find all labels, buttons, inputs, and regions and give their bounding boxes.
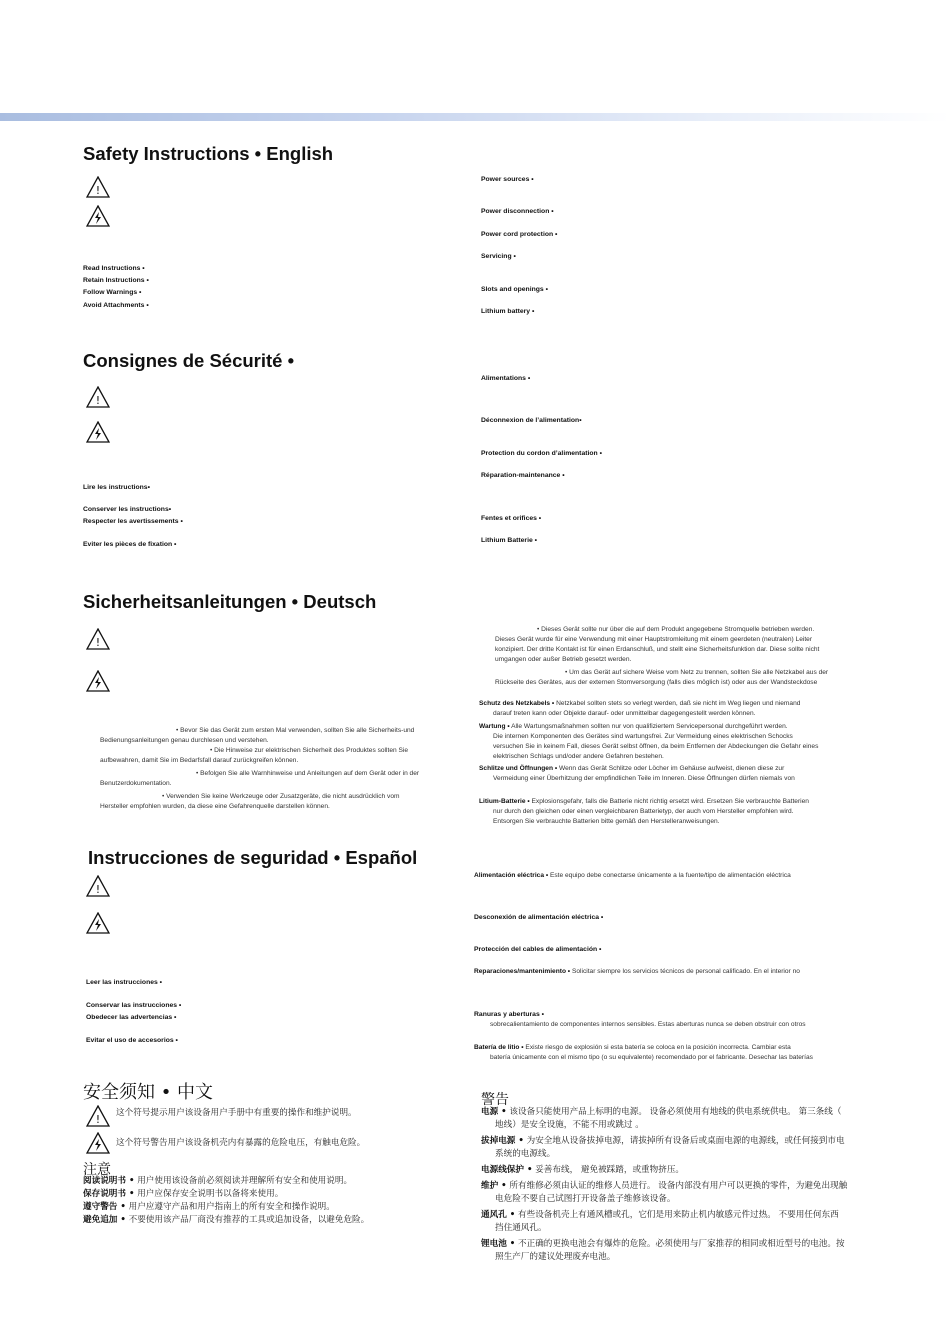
- zh-warning-text: 有些设备机壳上有通风槽或孔，它们是用来防止机内敏感元件过热。 不要用任何东西: [518, 1210, 839, 1220]
- de-left-line: Benutzerdokumentation.: [100, 780, 172, 787]
- zh-note-item: [83, 1175, 463, 1188]
- zh-warning-label: 锂电池 •: [481, 1239, 516, 1249]
- zh-warning-heading: 警告: [481, 1092, 509, 1108]
- es-slots-text: sobrecalientamiento de componentes internos sensibles. Estas aberturas nunca se deben obstruir con otros: [490, 1021, 806, 1028]
- warning-icon: [86, 386, 110, 408]
- zh-warning-label: 通风孔 •: [481, 1210, 516, 1220]
- fr-protection-cordon: Protection du cordon d’alimentation •: [481, 450, 602, 457]
- de-service-label: Wartung •: [479, 723, 510, 730]
- zh-warning-label: 拔掉电源 •: [481, 1136, 524, 1146]
- es-battery-line: batería únicamente con el mismo tipo (o su equivalente) recomendado por el fabricante. Desechar las baterías: [490, 1054, 813, 1061]
- fr-conserver-instructions: Conserver les instructions•: [83, 506, 172, 513]
- de-service-para: [479, 722, 869, 762]
- de-service-line: Die internen Komponenten des Gerätes sind wartungsfrei. Zur Vermeidung eines elektrischen Schocks: [493, 733, 793, 740]
- es-conservar-instrucciones: Conservar las instrucciones •: [86, 1002, 182, 1009]
- lightning-icon: [86, 421, 110, 443]
- header-gradient-bar: [0, 113, 950, 121]
- warning-icon: [86, 628, 110, 650]
- english-heading: Safety Instructions • English: [83, 143, 334, 164]
- de-cord-label: Schutz des Netzkabels •: [479, 700, 555, 707]
- de-service-line: Alle Wartungsmaßnahmen sollten nur von qualifiziertem Servicepersonal durchgeführt werden.: [511, 723, 788, 730]
- lightning-icon: [86, 912, 110, 934]
- es-evitar-accesorios: Evitar el uso de accesorios •: [86, 1037, 178, 1044]
- de-battery-line: Entsorgen Sie verbrauchte Batterien bitte gemäß den Herstelleranweisungen.: [493, 818, 720, 825]
- de-slots-line: Wenn das Gerät Schlitze oder Löcher im Gehäuse aufweist, dienen diese zur: [558, 765, 785, 772]
- fr-reparation: Réparation-maintenance •: [481, 472, 565, 479]
- warning-icon: [86, 1105, 110, 1127]
- es-battery-line: Existe riesgo de explosión si esta batería se coloca en la posición incorrecta. Cambiar esta: [525, 1044, 791, 1051]
- zh-note-item: [83, 1188, 463, 1201]
- lightning-icon: [86, 670, 110, 692]
- es-ranuras: Ranuras y aberturas •: [474, 1011, 544, 1018]
- zh-warning-text: 为安全地从设备拔掉电源，请拔掉所有设备后或桌面电源的电源线，或任何接到市电: [526, 1136, 845, 1146]
- de-power-text: [495, 625, 875, 688]
- zh-warning-text: 电危险不要自己试图打开设备盖子维修该设备。: [495, 1194, 676, 1204]
- de-service-line: elektrischen Schlags und/oder andere Gefahren bestehen.: [493, 753, 664, 760]
- warning-icon: [86, 176, 110, 198]
- de-power-line: Dieses Gerät wurde für eine Verwendung mit einer Hauptstromleitung mit einem geerdeten (neutralen) Leiter: [495, 636, 813, 643]
- zh-symbol-lightning-text: 这个符号警告用户该设备机壳内有暴露的危险电压，有触电危险。: [116, 1138, 366, 1148]
- zh-notes-list: [83, 1175, 463, 1227]
- en-lithium-battery: Lithium battery •: [481, 308, 535, 315]
- zh-symbol-warning-text: 这个符号提示用户该设备用户手册中有重要的操作和维护说明。: [116, 1108, 357, 1118]
- fr-deconnexion: Déconnexion de l’alimentation•: [481, 417, 582, 424]
- spanish-heading: Instrucciones de seguridad • Español: [88, 847, 418, 868]
- zh-note-item: [83, 1214, 463, 1227]
- es-battery-para: [474, 1043, 874, 1063]
- svg-text:!: !: [95, 883, 101, 896]
- es-repair-para: [474, 967, 894, 977]
- de-battery-label: Litium-Batterie •: [479, 798, 530, 805]
- svg-text:!: !: [95, 1113, 101, 1126]
- de-battery-line: Explosionsgefahr, falls die Batterie nicht richtig ersetzt wird. Ersetzen Sie verbrauchte Batterien: [531, 798, 809, 805]
- zh-note-label: 避免追加 •: [83, 1215, 126, 1225]
- de-slots-label: Schlitze und Öffnungen •: [479, 765, 558, 772]
- zh-warning-text: 所有维修必须由认证的维修人员进行。 设备内部没有用户可以更换的零件，为避免出现触: [509, 1181, 848, 1191]
- zh-note-text: 用户应保存安全说明书以备将来使用。: [137, 1189, 284, 1199]
- de-power-line: Rückseite des Gerätes, aus der externen Stomversorgung (falls dies möglich ist) oder aus der Wandsteckdose: [495, 679, 818, 686]
- svg-text:!: !: [95, 184, 101, 197]
- de-left-line: aufbewahren, damit Sie im Bedarfsfall darauf zurückgreifen können.: [100, 757, 299, 764]
- zh-warning-label: 维护 •: [481, 1181, 507, 1191]
- de-slots-line: Vermeidung einer Überhitzung der empfindlichen Teile im Inneren. Diese Öffnungen dürfen niemals von: [493, 775, 795, 782]
- german-heading: Sicherheitsanleitungen • Deutsch: [83, 591, 377, 612]
- zh-warning-text: 该设备只能使用产品上标明的电源。 设备必须使用有地线的供电系统供电。 第三条线（: [509, 1107, 842, 1117]
- fr-fentes: Fentes et orifices •: [481, 515, 542, 522]
- zh-warning-text: 挡住通风孔。: [495, 1223, 547, 1233]
- zh-warning-text: 妥善布线， 避免被踩踏，或重物挤压。: [535, 1165, 685, 1175]
- fr-lire-instructions: Lire les instructions•: [83, 484, 150, 491]
- zh-warning-item: [481, 1180, 881, 1206]
- en-power-disconnection: Power disconnection •: [481, 208, 554, 215]
- de-service-line: versuchen Sie in keinem Fall, dieses Gerät selbst öffnen, da beim Entfernen der Abdeckungen die Gefahr eines: [493, 743, 819, 750]
- es-obedecer-advertencias: Obedecer las advertencias •: [86, 1014, 177, 1021]
- es-repair-label: Reparaciones/mantenimiento •: [474, 968, 571, 975]
- zh-warning-item: [481, 1106, 881, 1132]
- de-power-line: konzipiert. Der dritte Kontakt ist für einen Erdanschluß, und stellt eine Sicherheitsfunktion dar. Diese sollte nicht: [495, 646, 820, 653]
- en-avoid-attachments: Avoid Attachments •: [83, 302, 149, 309]
- zh-warnings-list: [481, 1106, 881, 1264]
- zh-warning-text: 照生产厂的建议处理废弃电池。: [495, 1252, 616, 1262]
- es-desconexion: Desconexión de alimentación eléctrica •: [474, 914, 604, 921]
- lightning-icon: [86, 205, 110, 227]
- de-left-line: Bedienungsanleitungen genau durchlesen und verstehen.: [100, 737, 269, 744]
- fr-respecter-avertissements: Respecter les avertissements •: [83, 518, 183, 525]
- french-heading: Consignes de Sécurité •: [83, 350, 295, 371]
- es-power-para: [474, 871, 894, 881]
- en-slots-openings: Slots and openings •: [481, 286, 548, 293]
- zh-note-text: 不要使用该产品厂商没有推荐的工具或追加设备，以避免危险。: [128, 1215, 370, 1225]
- zh-note-text: 用户使用该设备前必须阅读并理解所有安全和使用说明。: [137, 1176, 353, 1186]
- de-slots-para: [479, 764, 869, 784]
- en-power-sources: Power sources •: [481, 176, 534, 183]
- de-left-line: • Verwenden Sie keine Werkzeuge oder Zusatzgeräte, die nicht ausdrücklich vom: [162, 793, 400, 800]
- de-battery-para: [479, 797, 869, 827]
- svg-text:!: !: [95, 636, 101, 649]
- de-left-line: • Die Hinweise zur elektrischen Sicherheit des Produktes sollten Sie: [210, 747, 409, 754]
- de-power-line: • Um das Gerät auf sichere Weise vom Netz zu trennen, sollten Sie alle Netzkabel aus der: [565, 669, 829, 676]
- zh-warning-item: [481, 1135, 881, 1161]
- es-leer-instrucciones: Leer las instrucciones •: [86, 979, 163, 986]
- de-left-instructions: [100, 726, 470, 812]
- de-cord-line: Netzkabel sollten stets so verlegt werden, daß sie nicht im Weg liegen und niemand: [556, 700, 801, 707]
- en-power-cord-protection: Power cord protection •: [481, 231, 558, 238]
- zh-warning-label: 电源线保护 •: [481, 1165, 533, 1175]
- zh-note-label: 保存说明书 •: [83, 1189, 135, 1199]
- es-proteccion-cables: Protección del cables de alimentación •: [474, 946, 602, 953]
- fr-eviter-pieces: Eviter les pièces de fixation •: [83, 541, 177, 548]
- de-left-line: Hersteller empfohlen wurden, da diese eine Gefahrenquelle darstellen können.: [100, 803, 330, 810]
- de-cord-para: [479, 699, 869, 719]
- svg-text:!: !: [95, 394, 101, 407]
- chinese-heading: 安全须知 • 中文: [83, 1082, 214, 1103]
- de-battery-line: nur durch den gleichen oder einen vergleichbaren Batterietyp, der auch vom Hersteller empfohlen wird.: [493, 808, 794, 815]
- zh-warning-text: 系统的电源线。: [495, 1149, 556, 1159]
- de-cord-line: darauf treten kann oder Objekte darauf- oder unmittelbar dagegengestellt werden können.: [493, 710, 756, 717]
- zh-warning-item: [481, 1164, 881, 1177]
- es-power-label: Alimentación eléctrica •: [474, 872, 549, 879]
- zh-note-item: [83, 1201, 463, 1214]
- zh-warning-text: 不正确的更换电池会有爆炸的危险。必须使用与厂家推荐的相同或相近型号的电池。按: [518, 1239, 845, 1249]
- en-follow-warnings: Follow Warnings •: [83, 289, 142, 296]
- es-battery-label: Batería de litio •: [474, 1044, 524, 1051]
- en-servicing: Servicing •: [481, 253, 516, 260]
- fr-lithium: Lithium Batterie •: [481, 537, 538, 544]
- zh-note-label: 遵守警告 •: [83, 1202, 126, 1212]
- zh-warning-text: 地线）是安全设施，不能不用或跳过 。: [495, 1120, 644, 1130]
- de-power-line: umgangen oder außer Betrieb gesetzt werden.: [495, 656, 632, 663]
- zh-warning-item: [481, 1209, 881, 1235]
- zh-warning-label: 电源 •: [481, 1107, 507, 1117]
- warning-icon: [86, 875, 110, 897]
- de-left-line: • Bevor Sie das Gerät zum ersten Mal verwenden, sollten Sie alle Sicherheits-und: [176, 727, 415, 734]
- de-power-line: • Dieses Gerät sollte nur über die auf dem Produkt angegebene Stromquelle betrieben werden.: [537, 626, 815, 633]
- es-power-text: Este equipo debe conectarse únicamente a la fuente/tipo de alimentación eléctrica: [549, 872, 791, 879]
- es-repair-text: Solicitar siempre los servicios técnicos de personal calificado. En el interior no: [571, 968, 800, 975]
- en-read-instructions: Read Instructions •: [83, 265, 145, 272]
- de-left-line: • Befolgen Sie alle Warnhinweise und Anleitungen auf dem Gerät oder in der: [196, 770, 420, 777]
- zh-note-heading: 注意: [83, 1162, 111, 1178]
- lightning-icon: [86, 1132, 110, 1154]
- fr-alimentations: Alimentations •: [481, 375, 531, 382]
- zh-note-label: 阅读说明书 •: [83, 1176, 135, 1186]
- en-retain-instructions: Retain Instructions •: [83, 277, 149, 284]
- zh-note-text: 用户应遵守产品和用户指南上的所有安全和操作说明。: [128, 1202, 335, 1212]
- zh-warning-item: [481, 1238, 881, 1264]
